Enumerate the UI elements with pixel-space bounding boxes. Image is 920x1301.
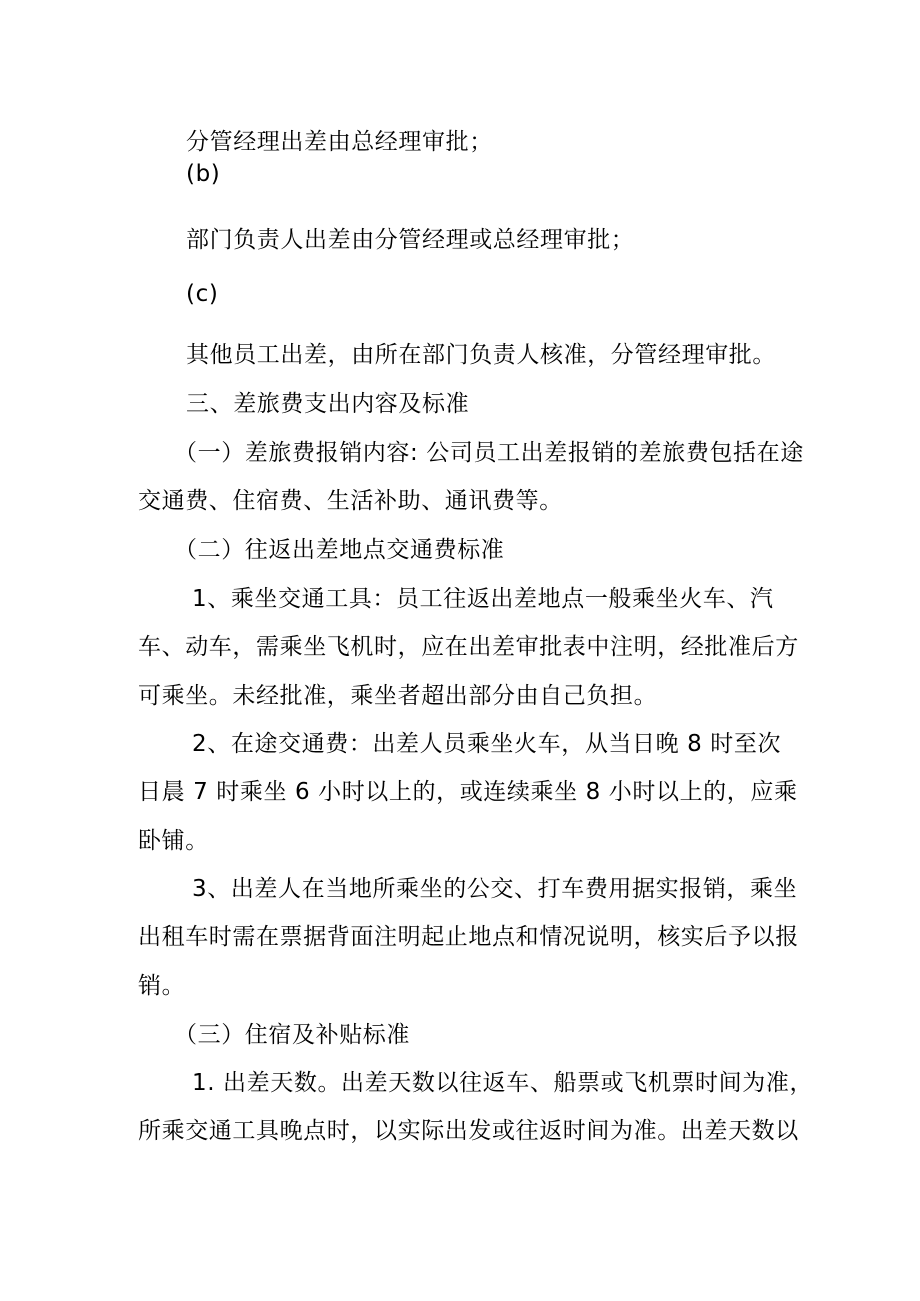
paragraph-line: 其他员工出差，由所在部门负责人核准，分管经理审批。: [186, 342, 776, 368]
paragraph-line: 2、在途交通费：出差人员乘坐火车，从当日晚 8 时至次: [192, 731, 782, 757]
section-heading: 三、差旅费支出内容及标准: [186, 391, 470, 417]
paragraph-line: 1、乘坐交通工具：员工往返出差地点一般乘坐火车、汽: [192, 586, 774, 612]
subsection-heading: （一）差旅费报销内容: 公司员工出差报销的差旅费包括在途: [174, 440, 804, 466]
paragraph-line: 日晨 7 时乘坐 6 小时以上的，或连续乘坐 8 小时以上的，应乘: [138, 779, 798, 805]
subsection-heading: （三）住宿及补贴标准: [174, 1022, 410, 1048]
paragraph-line: 所乘交通工具晚点时，以实际出发或往返时间为准。出差天数以: [138, 1118, 799, 1144]
paragraph-line: 车、动车，需乘坐飞机时，应在出差审批表中注明，经批准后方: [138, 634, 799, 660]
list-marker-b: (b): [186, 161, 221, 187]
paragraph-line: 分管经理出差由总经理审批；: [186, 129, 493, 155]
paragraph-line: 可乘坐。未经批准，乘坐者超出部分由自己负担。: [138, 683, 658, 709]
paragraph-line: 出租车时需在票据背面注明起止地点和情况说明，核实后予以报: [138, 924, 799, 950]
paragraph-line: 部门负责人出差由分管经理或总经理审批；: [186, 227, 635, 253]
subsection-heading: （二）往返出差地点交通费标准: [174, 537, 505, 563]
paragraph-line: 卧铺。: [138, 828, 209, 854]
list-marker-c: (c): [186, 281, 219, 307]
paragraph-line: 交通费、住宿费、生活补助、通讯费等。: [138, 488, 563, 514]
paragraph-line: 1. 出差天数。出差天数以往返车、船票或飞机票时间为准，: [192, 1070, 814, 1096]
paragraph-line: 销。: [138, 973, 186, 999]
paragraph-line: 3、出差人在当地所乘坐的公交、打车费用据实报销，乘坐: [192, 876, 798, 902]
